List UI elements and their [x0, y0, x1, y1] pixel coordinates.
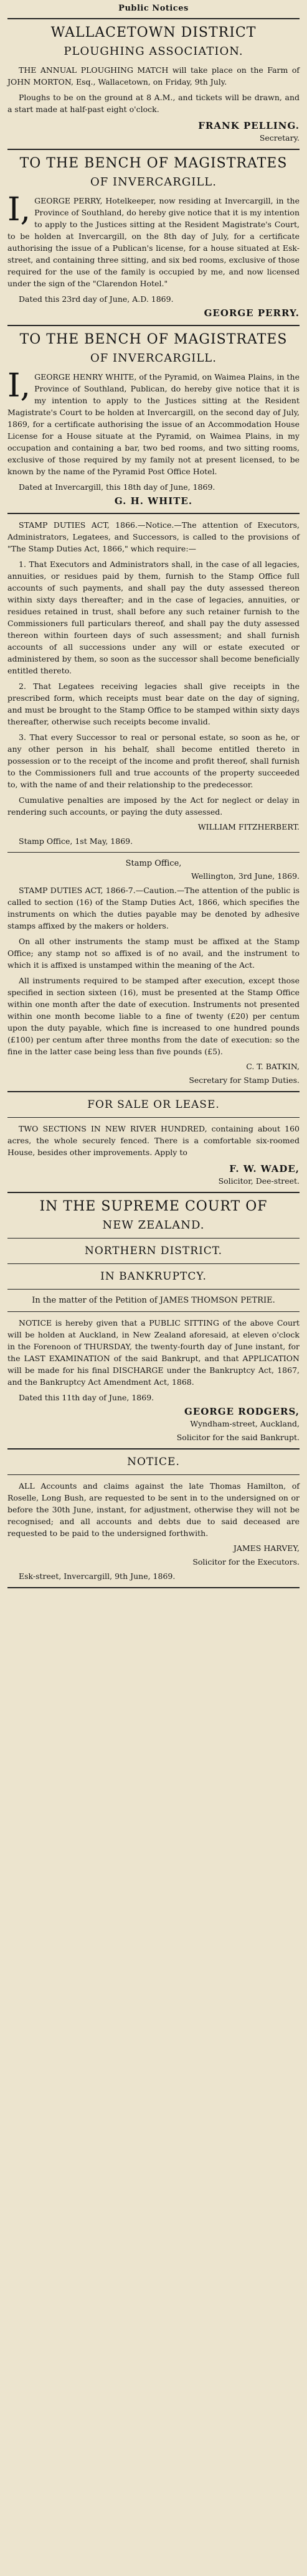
perry-body	[7, 191, 300, 289]
perry-date: Dated this 23rd day of June, A.D. 1869.	[19, 294, 174, 304]
column-header: Public Notices	[118, 4, 189, 13]
perry-notice	[7, 155, 300, 320]
white-signature: G. H. WHITE.	[114, 495, 193, 507]
notice-body: ALL Accounts and claims against the late Thomas Hamilton, of Roselle, Long Bush, are requested to be sent in to the undersigned on or before the 30th June, instant, for adjustment, otherwise they will not be recognised; and all accounts and debts due to said deceased are requested to be paid to the undersigned forthwith.	[7, 1481, 300, 1538]
stamp1-p1: 1. That Executors and Administrators shall, in the case of all legacies, annuities, or residues paid by them, furnish to the Stamp Office full accounts of such payments, and shall pay the duty assessed thereon within sixty days thereafter; and in the case of legacies, annuities, or residues retained in trust, shall before any such retainer furnish to the Commissioners full particulars thereof, and shall pay the duty assessed thereon within fourteen days of such assessment; and shall furnish accounts of all successions under any will or estate executed or administered by them, so soon as the successor shall become beneficially entitled thereto.	[7, 560, 300, 675]
stamp1-signature: WILLIAM FITZHERBERT.	[197, 822, 300, 831]
stamp2-intro: STAMP DUTIES ACT, 1866-7.—Caution.—The attention of the public is called to section (16) of the Stamp Duties Act, 1866, which specifies the instruments on which the duties payable may be denoted by adhesive stamps affixed by the makers or holders.	[7, 886, 300, 930]
notice-footer: Esk-street, Invercargill, 9th June, 1869.	[19, 1571, 176, 1581]
court-body: NOTICE is hereby given that a PUBLIC SITTING of the above Court will be holden at Auckland, in New Zealand aforesaid, at eleven o'clock in the Forenoon of THURSDAY, the twenty-fourth day of June instant, for the LAST EXAMINATION of the said Bankrupt, and that APPLICATION will be made for his final DISCHARGE under the Bankruptcy Act, 1867, and the Bankruptcy Act Amendment Act, 1868.	[7, 1318, 300, 1387]
court-subtitle: NEW ZEALAND.	[102, 1219, 205, 1232]
court-notice	[7, 1198, 300, 1443]
white-subtitle: OF INVERCARGILL.	[90, 352, 217, 365]
perry-title: TO THE BENCH OF MAGISTRATES	[19, 156, 288, 171]
hamilton-notice	[7, 1454, 300, 1582]
dropcap: I,	[7, 367, 31, 405]
notice-role: Solicitor for the Executors.	[192, 1557, 300, 1567]
stamp1-p3: 3. That every Successor to real or personal estate, so soon as he, or any other person in his behalf, shall become entitled thereto in possession or to the receipt of the income and profit thereof, shall furnish to the Commissioners full and true accounts of the property succeeded to, with the name of and their relationship to the predecessor.	[7, 733, 300, 789]
ploughing-notice	[7, 24, 300, 144]
stamp2-signature: C. T. BATKIN,	[246, 1062, 300, 1071]
perry-subtitle: OF INVERCARGILL.	[90, 176, 217, 189]
white-title: TO THE BENCH OF MAGISTRATES	[19, 332, 288, 347]
court-title: IN THE SUPREME COURT OF	[39, 1199, 268, 1214]
divider	[7, 1448, 300, 1450]
stamp1-footer: Stamp Office, 1st May, 1869.	[19, 836, 133, 846]
ploughing-signature: FRANK PELLING.	[198, 120, 300, 131]
divider	[7, 1091, 300, 1092]
stamp-duties-caution	[7, 858, 300, 1086]
divider	[7, 1474, 300, 1475]
divider	[7, 18, 300, 19]
divider	[7, 1587, 300, 1588]
stamp2-office: Stamp Office,	[125, 859, 182, 868]
stamp2-place-date: Wellington, 3rd June, 1869.	[191, 871, 300, 881]
dropcap: I,	[7, 191, 31, 228]
notice-signature: JAMES HARVEY,	[233, 1543, 300, 1553]
court-address: Wyndham-street, Auckland,	[190, 1419, 300, 1428]
divider	[7, 1263, 300, 1264]
stamp1-p4: Cumulative penalties are imposed by the Act for neglect or delay in rendering such accounts, or paying the duty assessed.	[7, 795, 300, 817]
ploughing-body: THE ANNUAL PLOUGHING MATCH will take place on the Farm of JOHN MORTON, Esq., Wallacetown, on Friday, 9th July.	[7, 65, 300, 87]
sale-signature: F. W. WADE,	[229, 1163, 300, 1174]
divider	[7, 1289, 300, 1290]
notice-heading: NOTICE.	[127, 1456, 180, 1468]
divider	[7, 1192, 300, 1193]
stamp1-p2: 2. That Legatees receiving legacies shall give receipts in the prescribed form, which receipts must bear date on the day of signing, and must be brought to the Stamp Office to be stamped within sixty days thereafter, otherwise such receipts become invalid.	[7, 681, 300, 726]
perry-signature: GEORGE PERRY.	[204, 307, 300, 319]
sale-heading: FOR SALE OR LEASE.	[87, 1098, 220, 1111]
ploughing-signature-role: Secretary.	[259, 133, 300, 143]
divider	[7, 852, 300, 853]
perry-body-text: GEORGE PERRY, Hotelkeeper, now residing at Invercargill, in the Province of Southland, do hereby give notice that it is my intention to apply to the Justices sitting at the Resident Magistrate's Court, to be holden at Invercargill, on the 8th day of July, for a certificate authorising the issue of a Publican's license, for a house situated at Esk-street, and containing three sitting, and six bed rooms, exclusive of those required for the use of the family is occupied by me, and now licensed under the sign of the "Clarendon Hotel."	[7, 196, 300, 288]
divider	[7, 1238, 300, 1239]
white-date: Dated at Invercargill, this 18th day of June, 1869.	[19, 482, 215, 492]
stamp2-p1: On all other instruments the stamp must be affixed at the Stamp Office; any stamp not so affixed is of no avail, and the instrument to which it is affixed is unstamped within the meaning of the Act.	[7, 937, 300, 970]
stamp2-p2: All instruments required to be stamped after execution, except those specified in section sixteen (16), must be presented at the Stamp Office within one month after the date of execution. Instruments not presented within one month become liable to a fine of twenty (£20) per centum upon the duty payable, which fine is increased to one hundred pounds (£100) per centum after three months from the date of execution: so the fine in the latter case being less than five pounds (£5).	[7, 976, 300, 1056]
divider	[7, 1311, 300, 1312]
court-matter: In the matter of the Petition of JAMES THOMSON PETRIE.	[32, 1296, 275, 1305]
white-notice	[7, 331, 300, 508]
court-bankruptcy: IN BANKRUPTCY.	[100, 1270, 207, 1283]
sale-body: TWO SECTIONS IN NEW RIVER HUNDRED, containing about 160 acres, the whole securely fenced. There is a comfortable six-roomed House, besides other improvements. Apply to	[7, 1124, 300, 1157]
ploughing-title: WALLACETOWN DISTRICT	[50, 25, 257, 40]
stamp2-role: Secretary for Stamp Duties.	[189, 1075, 300, 1085]
ploughing-body-2: Ploughs to be on the ground at 8 A.M., and tickets will be drawn, and a start made at half-past eight o'clock.	[7, 93, 300, 114]
stamp-duties-notice	[7, 519, 300, 847]
court-role: Solicitor for the said Bankrupt.	[176, 1433, 300, 1442]
white-body	[7, 367, 300, 477]
sale-role: Solicitor, Dee-street.	[218, 1176, 300, 1186]
divider	[7, 149, 300, 150]
divider	[7, 1117, 300, 1118]
divider	[7, 325, 300, 326]
court-date: Dated this 11th day of June, 1869.	[19, 1393, 154, 1402]
sale-notice	[7, 1097, 300, 1187]
divider	[7, 513, 300, 514]
white-body-text: GEORGE HENRY WHITE, of the Pyramid, on Waimea Plains, in the Province of Southland, Publican, do hereby give notice that it is my intention to apply to the Justices sitting at the Resident Magistrate's Court to be holden at Invercargill, on the second day of July, 1869, for a certificate authorising the issue of an Accommodation House License for a House situate at the Pyramid, on Waimea Plains, in my occupation and containing a bar, two bed rooms, and two sitting rooms, exclusive of those required by my family not at present licensed, to be known by the name of the Pyramid Post Office Hotel.	[7, 372, 300, 476]
court-signature: GEORGE RODGERS,	[184, 1406, 300, 1417]
court-district: NORTHERN DISTRICT.	[84, 1245, 223, 1257]
ploughing-subtitle: PLOUGHING ASSOCIATION.	[64, 45, 243, 58]
stamp1-intro: STAMP DUTIES ACT, 1866.—Notice.—The attention of Executors, Administrators, Legatees, and Successors, is called to the provisions of "The Stamp Duties Act, 1866," which require:—	[7, 520, 300, 553]
